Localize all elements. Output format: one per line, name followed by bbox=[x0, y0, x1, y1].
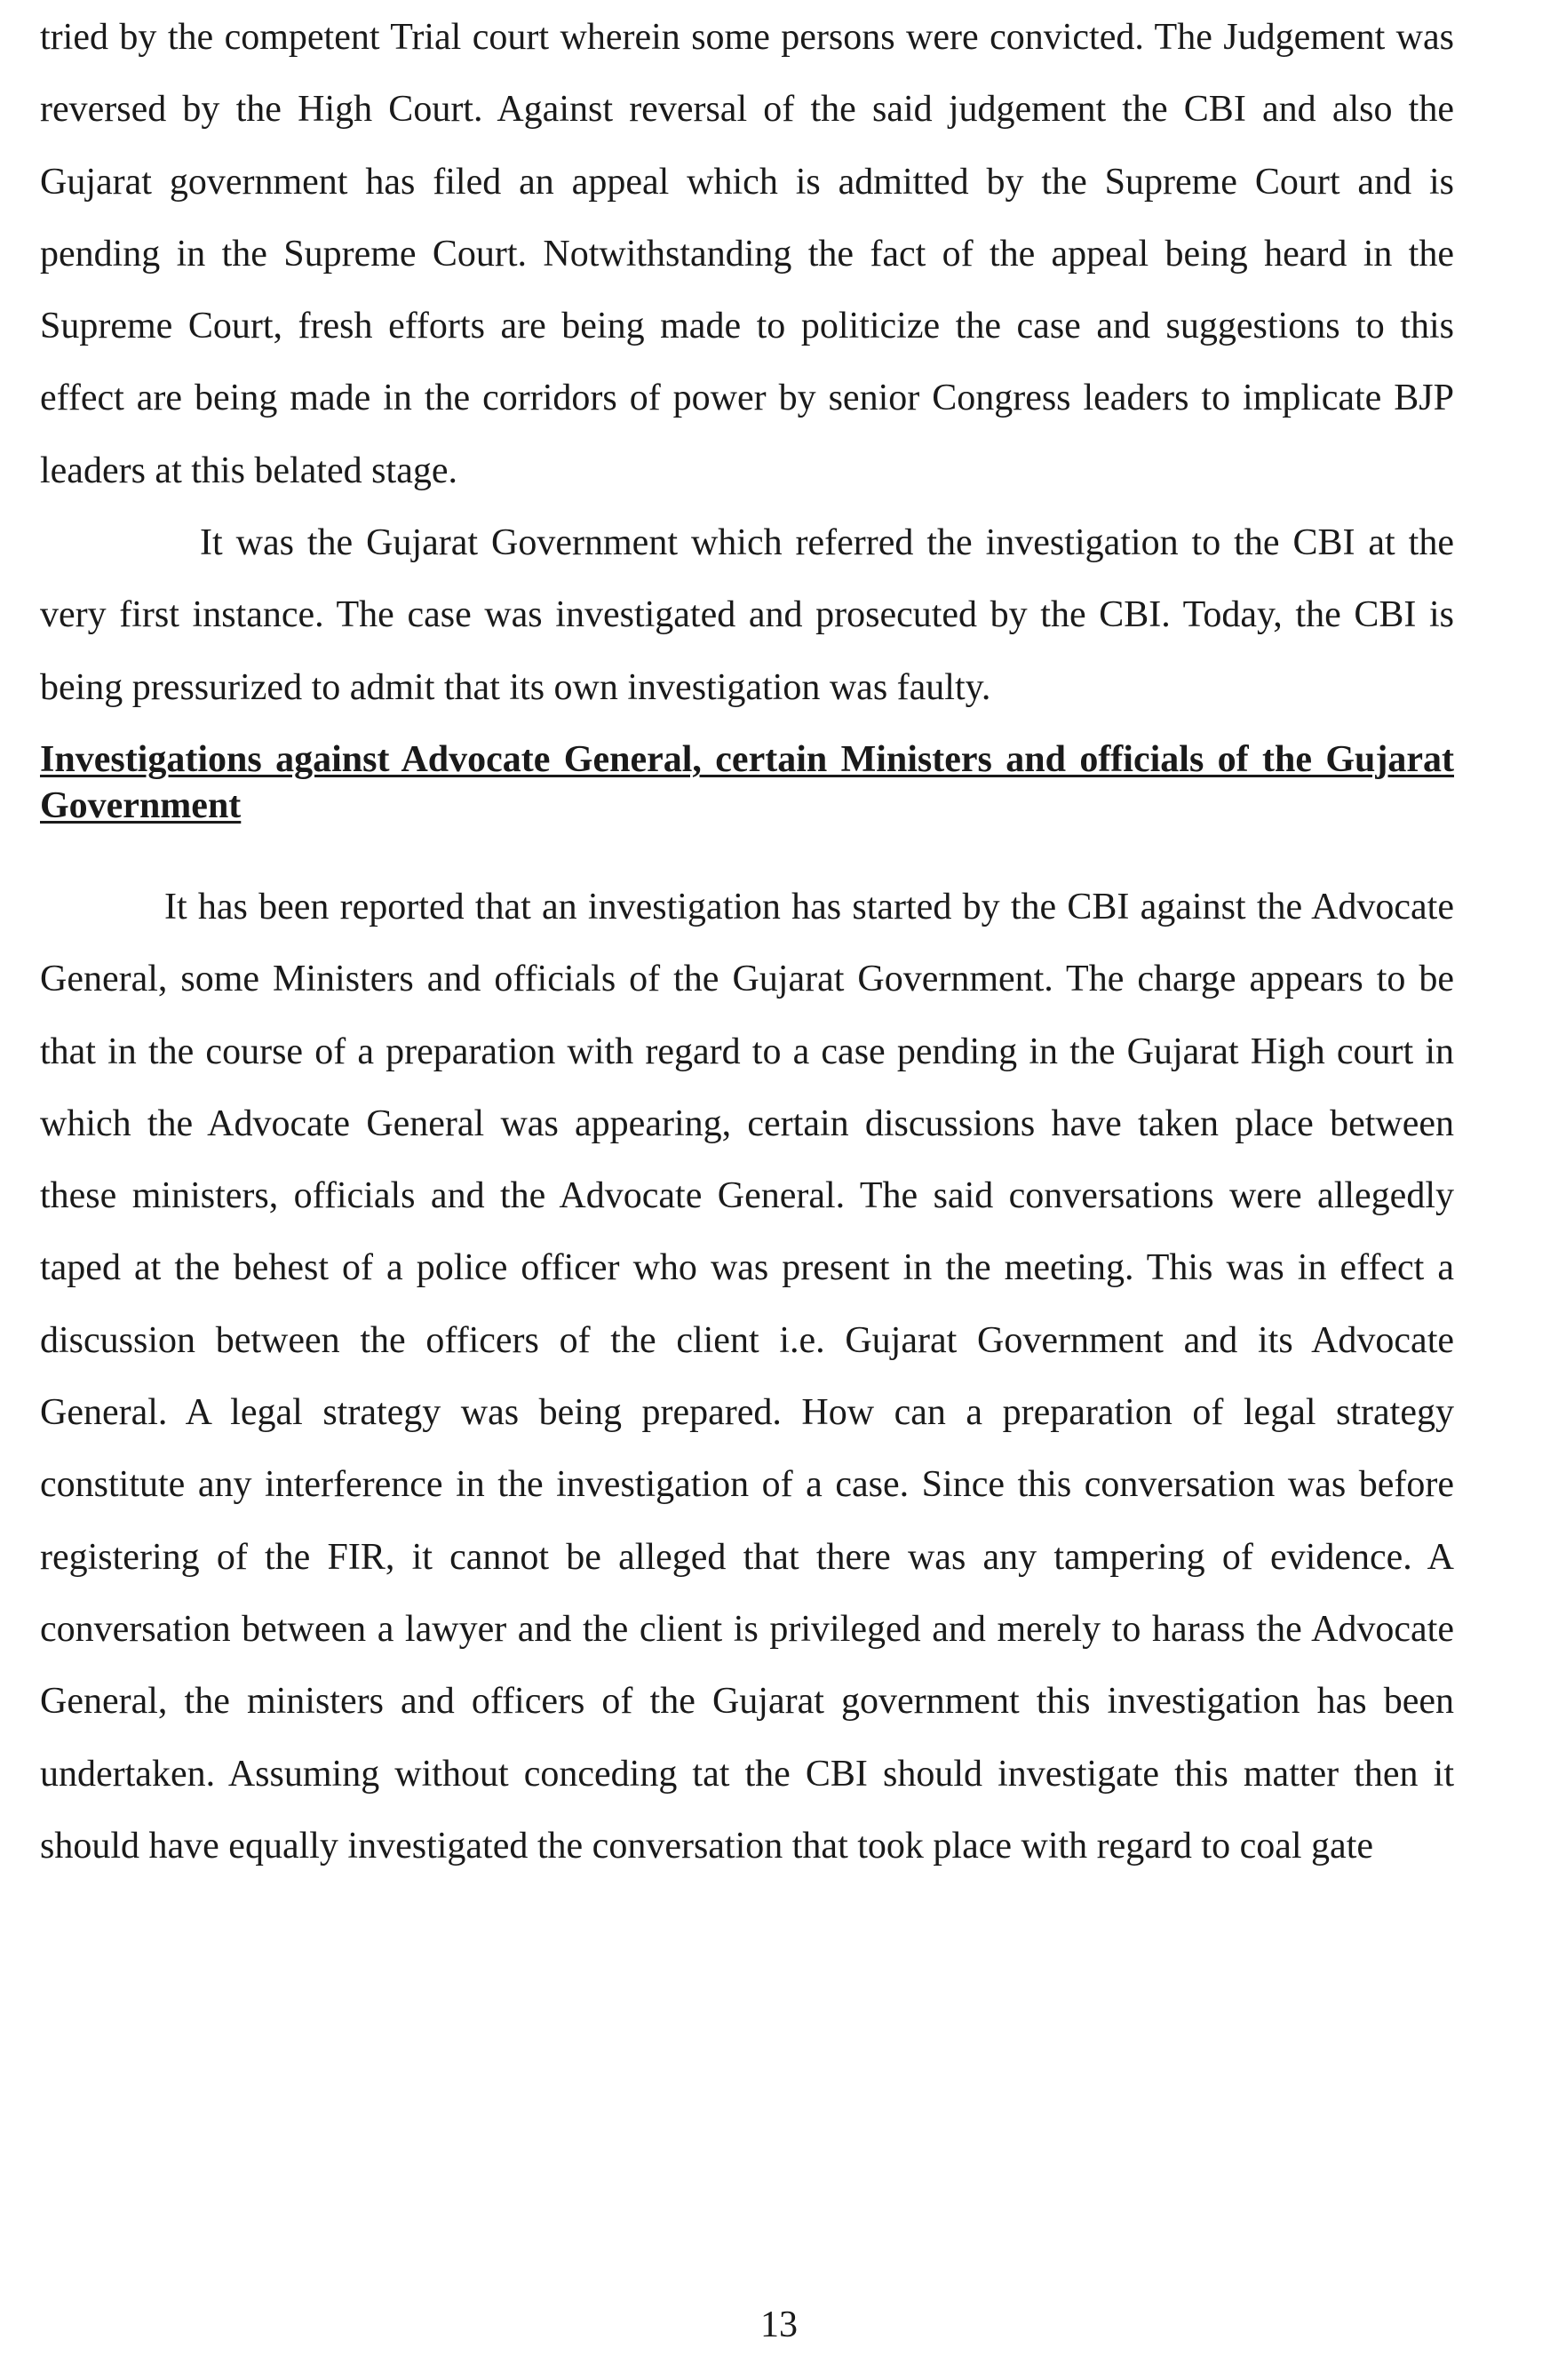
heading-spacer bbox=[40, 829, 1454, 872]
page-number: 13 bbox=[760, 2304, 798, 2345]
section-heading: Investigations against Advocate General, certain Ministers and officials of the Gujarat Government bbox=[40, 738, 1454, 826]
paragraph-cbi-referral: It was the Gujarat Government which referred the investigation to the CBI at the very first instance. The case was investigated and prosecuted by the CBI. Today, the CBI is being pressurized to admit that its own investigation was faulty. bbox=[40, 522, 1454, 708]
document-page bbox=[40, 0, 1454, 1883]
paragraph-trial-appeal: tried by the competent Trial court wherein some persons were convicted. The Judgement was reversed by the High Court. Against reversal of the said judgement the CBI and also the Gujarat government has filed an appeal which is admitted by the Supreme Court and is pending in the Supreme Court. Notwithstanding the fact of the appeal being heard in the Supreme Court, fresh efforts are being made to politicize the case and suggestions to this effect are being made in the corridors of power by senior Congress leaders to implicate BJP leaders at this belated stage. bbox=[40, 17, 1454, 491]
paragraph-advocate-general: It has been reported that an investigation has started by the CBI against the Advocate General, some Ministers and officials of the Gujarat Government. The charge appears to be that in the course of a preparation with regard to a case pending in the Gujarat High court in which the Advocate General was appearing, certain discussions have taken place between these ministers, officials and the Advocate General. The said conversations were allegedly taped at the behest of a police officer who was present in the meeting. This was in effect a discussion between the officers of the client i.e. Gujarat Government and its Advocate General. A legal strategy was being prepared. How can a preparation of legal strategy constitute any interference in the investigation of a case. Since this conversation was before registering of the FIR, it cannot be alleged that there was any tampering of evidence. A conversation between a lawyer and the client is privileged and merely to harass the Advocate General, the ministers and officers of the Gujarat government this investigation has been undertaken. Assuming without conceding tat the CBI should investigate this matter then it should have equally investigated the conversation that took place with regard to coal gate bbox=[40, 886, 1454, 1867]
